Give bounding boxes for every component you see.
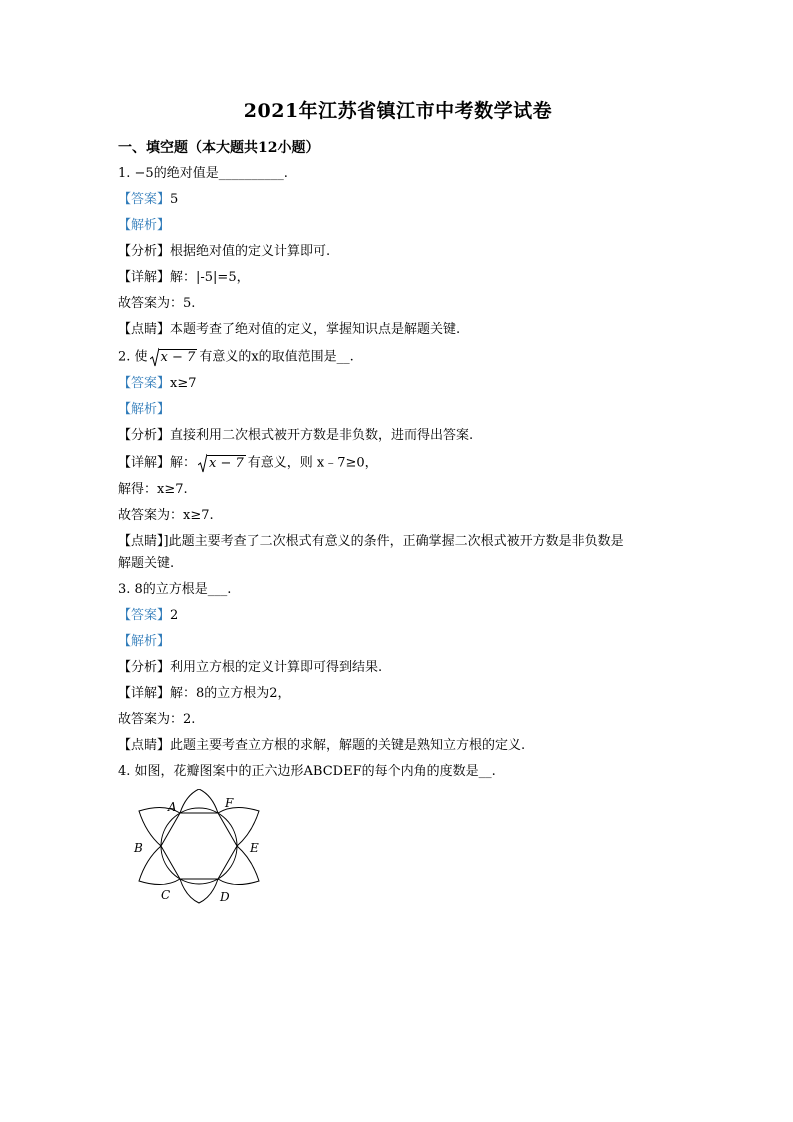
- q3-answer-value: 2: [170, 608, 179, 623]
- answer-tag: 【答案】: [118, 192, 171, 207]
- q1-answer: [118, 191, 678, 209]
- petal-bottom: [180, 879, 218, 903]
- page-title: 2021年江苏省镇江市中考数学试卷: [243, 100, 553, 122]
- q3-analysis-tag: 【解析】: [118, 634, 171, 649]
- radical-sign-icon: [198, 453, 207, 473]
- label-B: B: [134, 841, 143, 855]
- hexagon: [161, 813, 237, 879]
- petal-bottom-left: [139, 846, 180, 885]
- q1-answer-value: 5: [170, 192, 179, 207]
- q3-dianjing: 【点睛】此题主要考查立方根的求解，解题的关键是熟知立方根的定义.: [118, 738, 526, 753]
- circumcircle: [161, 808, 237, 884]
- label-E: E: [250, 841, 259, 855]
- q2-dianjing-2: 解题关键.: [118, 556, 175, 571]
- label-A: A: [168, 800, 177, 814]
- petal-top: [180, 789, 218, 813]
- figure-svg: [124, 789, 274, 929]
- section-heading: 一、填空题（本大题共12小题）: [118, 140, 320, 156]
- q2-stem-post: 有意义的x的取值范围是__.: [199, 349, 354, 365]
- petal-hexagon-figure: [124, 789, 274, 929]
- q2-xiangjie: [118, 453, 678, 473]
- q2-fenxi: 【分析】直接利用二次根式被开方数是非负数，进而得出答案.: [118, 428, 474, 443]
- q1-xiangjie: 【详解】解：|-5|=5，: [118, 270, 250, 285]
- q2-answer: [118, 375, 678, 393]
- document-page: [118, 96, 678, 929]
- sqrt-expression: [198, 453, 246, 473]
- radicand: x − 7: [160, 349, 196, 365]
- radical-sign-icon: [150, 347, 159, 367]
- q4-stem: 4. 如图，花瓣图案中的正六边形ABCDEF的每个内角的度数是__.: [118, 764, 496, 779]
- answer-tag: 【答案】: [118, 376, 171, 391]
- label-D: D: [220, 890, 230, 904]
- q2-conclusion: 故答案为：x≥7.: [118, 508, 214, 523]
- q1-fenxi: 【分析】根据绝对值的定义计算即可.: [118, 244, 331, 259]
- q1-dianjing: 【点睛】本题考查了绝对值的定义，掌握知识点是解题关键.: [118, 322, 461, 337]
- q1-conclusion: 故答案为：5.: [118, 296, 196, 311]
- label-C: C: [161, 888, 171, 902]
- q3-fenxi: 【分析】利用立方根的定义计算即可得到结果.: [118, 660, 383, 675]
- sqrt-expression: [150, 347, 198, 367]
- q1-stem: 1. −5的绝对值是__________.: [118, 166, 288, 181]
- q2-dianjing-1: 【点睛】]此题主要考查了二次根式有意义的条件，正确掌握二次根式被开方数是非负数是: [118, 534, 624, 549]
- radicand: x − 7: [209, 455, 244, 471]
- q2-analysis-tag: 【解析】: [118, 402, 171, 417]
- q3-answer: [118, 607, 678, 625]
- q1-analysis-tag: 【解析】: [118, 218, 171, 233]
- q3-xiangjie: 【详解】解：8的立方根为2，: [118, 686, 291, 701]
- q2-xiangjie-pre: 【详解】解：: [118, 455, 197, 471]
- q3-stem: 3. 8的立方根是___.: [118, 582, 232, 597]
- label-F: F: [225, 796, 234, 810]
- q2-stem-pre: 2. 使: [118, 349, 148, 365]
- q2-jiede: 解得：x≥7.: [118, 482, 188, 497]
- q2-stem: [118, 347, 678, 367]
- q3-conclusion: 故答案为：2.: [118, 712, 196, 727]
- answer-tag: 【答案】: [118, 608, 171, 623]
- q2-xiangjie-post: 有意义，则 x﹣7≥0，: [247, 455, 378, 471]
- q2-answer-value: x≥7: [170, 376, 197, 391]
